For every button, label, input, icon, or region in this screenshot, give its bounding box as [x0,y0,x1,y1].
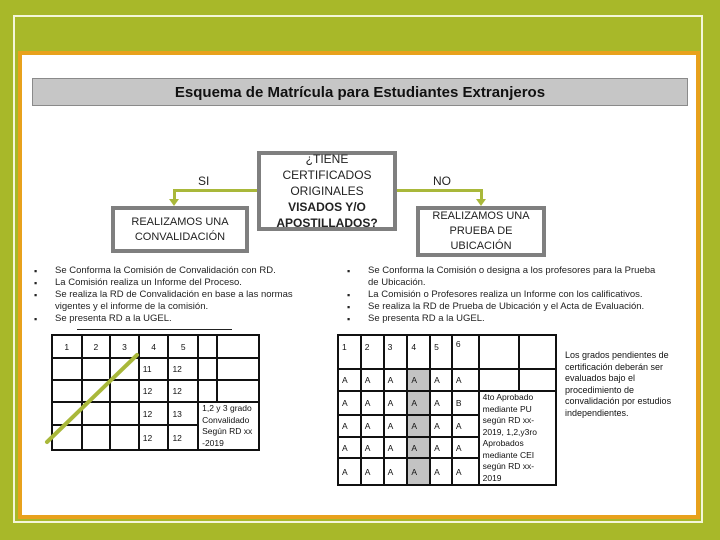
cell: A [430,437,452,458]
cell: A [384,391,408,415]
list-item: ▪ Se presenta RD a la UGEL. [347,313,657,325]
decision-box [257,151,397,231]
question-line-bold: APOSTILLADOS? [276,216,378,230]
list-item: ▪ Se Conforma la Comisión de Convalidación con RD. [34,265,304,277]
no-arrow-icon [476,199,486,206]
cell: A [452,437,479,458]
pending-grades-note: Los grados pendientes de certificación deberán ser evaluados bajo el procedimiento de convalidación por estudios independientes. [565,350,672,418]
header-cell: 6 [452,335,479,369]
placement-test-box [416,206,546,257]
list-item: ▪ La Comisión realiza un Informe del Proceso. [34,277,304,289]
cell: A [361,391,384,415]
cell: 12 [139,425,169,450]
cell [198,358,217,380]
list-item: ▪ Se presenta RD a la UGEL. [34,313,304,325]
question-line: ORIGINALES [290,184,364,198]
header-cell [198,335,217,358]
cell [198,380,217,402]
header-cell [479,335,520,369]
header-cell [519,335,556,369]
convalidation-note: 1,2 y 3 grado Convalidado Según RD xx -2019 [198,402,259,450]
list-item: ▪ Se realiza la RD de Prueba de Ubicación y el Acta de Evaluación. [347,301,657,313]
no-connector-horizontal [397,189,482,192]
cell: A [430,415,452,437]
cell [217,358,259,380]
cell-highlighted: A [407,415,430,437]
cell: 12 [139,402,169,425]
cell [217,380,259,402]
header-cell: 5 [430,335,452,369]
header-cell: 3 [110,335,139,358]
cell: A [338,391,361,415]
cell: A [361,437,384,458]
cell: A [430,369,452,391]
header-cell: 4 [407,335,430,369]
cell-highlighted: A [407,369,430,391]
title-text: Esquema de Matrícula para Estudiantes Extranjeros [174,83,546,101]
cell: A [452,369,479,391]
cell: A [452,458,479,485]
header-cell: 2 [361,335,384,369]
list-item: ▪ Se Conforma la Comisión o designa a los profesores para la Prueba de Ubicación. [347,265,657,289]
cell [479,369,520,391]
cell: 12 [139,380,169,402]
yes-steps-list [34,265,304,325]
divider [77,329,232,330]
cell: A [384,369,408,391]
question-line: CERTIFICADOS [282,168,372,182]
cell: A [430,458,452,485]
yes-label: SI [198,174,210,188]
cell [519,369,556,391]
cell: 11 [139,358,169,380]
placement-test-text: REALIZAMOS UNA PRUEBA DE UBICACIÓN [432,210,530,252]
cell: A [338,415,361,437]
page-title [32,78,688,106]
cell: 12 [168,380,198,402]
table-row [338,369,556,391]
cell: 12 [168,425,198,450]
cell: 12 [168,358,198,380]
cell: A [384,458,408,485]
no-label: NO [433,174,451,188]
header-cell [217,335,259,358]
placement-grades-table [337,334,557,486]
header-cell: 3 [384,335,408,369]
convalidation-box [111,206,249,253]
no-steps-list [347,265,657,325]
cell: A [361,458,384,485]
cell: A [452,415,479,437]
strikethrough-line-icon [40,350,150,450]
question-line: ¿TIENE [305,152,349,166]
cell: 13 [168,402,198,425]
header-cell: 1 [52,335,82,358]
cell: A [361,369,384,391]
cell-highlighted: A [407,458,430,485]
question-line-bold: VISADOS Y/O [288,200,366,214]
yes-connector-horizontal [173,189,257,192]
list-item: ▪ La Comisión o Profesores realiza un Informe con los calificativos. [347,289,657,301]
list-item: ▪ Se realiza la RD de Convalidación en base a las normas vigentes y el informe de la comisión. [34,289,304,313]
header-cell: 5 [168,335,198,358]
placement-note: 4to Aprobado mediante PU según RD xx-2019, 1,2,y3ro Aprobados mediante CEI según RD xx-2019 [479,391,556,485]
convalidation-text: REALIZAMOS UNA CONVALIDACIÓN [131,215,229,243]
header-cell: 1 [338,335,361,369]
header-cell: 4 [139,335,169,358]
cell: A [338,458,361,485]
cell: A [384,437,408,458]
cell: B [452,391,479,415]
cell: A [384,415,408,437]
cell: A [361,415,384,437]
cell-highlighted: A [407,391,430,415]
cell: A [338,437,361,458]
cell-highlighted: A [407,437,430,458]
cell: A [338,369,361,391]
header-cell: 2 [82,335,111,358]
table-row [338,391,556,415]
cell: A [430,391,452,415]
yes-arrow-icon [169,199,179,206]
